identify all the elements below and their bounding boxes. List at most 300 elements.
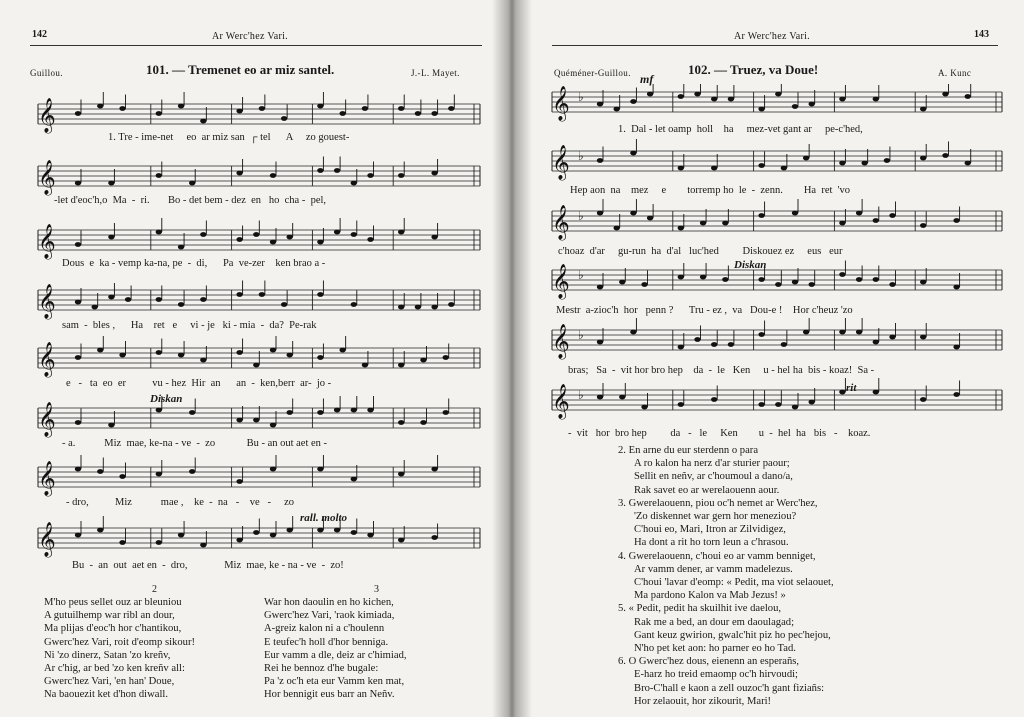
note-head	[334, 168, 340, 173]
note-head	[678, 166, 684, 171]
staff	[38, 455, 480, 497]
staff	[38, 92, 480, 134]
note-head	[953, 218, 959, 223]
lyric-line: Mestr a-zioc'h hor penn ? Tru - ez , va Dou-e ! Hor c'heuz 'zo	[556, 305, 853, 316]
note-head	[678, 345, 684, 350]
note-head	[722, 221, 728, 226]
verse-number: 5.	[618, 603, 626, 615]
note-head	[711, 397, 717, 402]
note-head	[156, 111, 162, 116]
note-head	[200, 358, 206, 363]
running-head: Ar Werc'hez Vari.	[734, 31, 810, 42]
note-head	[270, 348, 276, 353]
note-head	[317, 104, 323, 109]
verse-line	[618, 497, 834, 510]
note-head	[758, 332, 764, 337]
note-head	[792, 280, 798, 285]
note-head	[775, 92, 781, 97]
note-head	[431, 111, 437, 116]
verse-line	[618, 602, 834, 615]
note-head	[97, 348, 103, 353]
note-head	[420, 358, 426, 363]
note-head	[619, 280, 625, 285]
note-head	[758, 107, 764, 112]
note-head	[448, 302, 454, 307]
treble-clef-icon: 𝄞	[552, 264, 570, 299]
page-number: 142	[32, 29, 47, 40]
note-head	[236, 171, 242, 176]
note-head	[75, 533, 81, 538]
note-head	[259, 106, 265, 111]
note-head	[630, 211, 636, 216]
note-head	[839, 272, 845, 277]
note-head	[775, 282, 781, 287]
verse-number: 4.	[618, 550, 626, 562]
note-head	[711, 342, 717, 347]
lyric-line: -let d'eoc'h,o Ma - ri. Bo - det bem - dez en ho cha - pel,	[54, 195, 327, 206]
note-head	[711, 97, 717, 102]
running-head: Ar Werc'hez Vari.	[212, 31, 288, 42]
note-head	[236, 109, 242, 114]
note-head	[809, 282, 815, 287]
flat-icon: ♭	[578, 328, 584, 342]
note-head	[678, 226, 684, 231]
staff	[552, 318, 1002, 360]
note-head	[803, 156, 809, 161]
note-head	[398, 472, 404, 477]
verse-text: « Pedit, pedit ha skuilhit ive daelou,	[628, 603, 782, 615]
lyric-line: sam - bles , Ha ret e vi - je ki - mia - da? Pe-rak	[62, 320, 317, 331]
lyric-line: bras; Sa - vit hor bro hep da - le Ken u - hel ha bis - koaz! Sa -	[568, 365, 875, 376]
note-head	[351, 302, 357, 307]
verse-number: 3.	[618, 497, 626, 509]
treble-clef-icon: 𝄞	[38, 98, 56, 133]
note-head	[317, 168, 323, 173]
note-head	[351, 530, 357, 535]
note-head	[431, 235, 437, 240]
verse-line: C'houi 'lavar d'eomp: « Pedit, ma viot selaouet,	[634, 577, 834, 589]
note-head	[398, 420, 404, 425]
flat-icon: ♭	[578, 268, 584, 282]
page-number: 143	[974, 29, 989, 40]
verse-line: Ha dont a rit ho torn leun a c'hrasou.	[634, 537, 789, 549]
note-head	[839, 221, 845, 226]
note-head	[728, 97, 734, 102]
verse-line: Ma pardono Kalon va Mab Jezus! »	[634, 590, 786, 602]
note-head	[367, 237, 373, 242]
note-head	[75, 242, 81, 247]
verse-line: Eur vamm a dle, deiz ar c'himiad,	[264, 649, 407, 661]
note-head	[889, 213, 895, 218]
note-head	[597, 102, 603, 107]
note-head	[317, 355, 323, 360]
note-head	[398, 305, 404, 310]
music-staves-right	[544, 84, 1014, 444]
note-head	[711, 166, 717, 171]
note-head	[156, 408, 162, 413]
note-head	[281, 302, 287, 307]
note-head	[339, 348, 345, 353]
note-head	[178, 245, 184, 250]
verse-line: Ar vamm dener, ar vamm madelezus.	[634, 563, 793, 575]
note-head	[700, 275, 706, 280]
treble-clef-icon: 𝄞	[38, 402, 56, 437]
verse-line	[618, 444, 834, 457]
note-head	[351, 232, 357, 237]
note-head	[75, 420, 81, 425]
note-head	[630, 99, 636, 104]
arranger: A. Kunc	[938, 68, 972, 78]
note-head	[920, 397, 926, 402]
note-head	[700, 221, 706, 226]
note-head	[156, 350, 162, 355]
note-head	[873, 97, 879, 102]
note-head	[178, 533, 184, 538]
note-head	[758, 402, 764, 407]
note-head	[415, 111, 421, 116]
note-head	[448, 106, 454, 111]
note-head	[97, 104, 103, 109]
staff	[38, 336, 480, 378]
song-title: 101. — Tremenet eo ar miz santel.	[146, 62, 335, 77]
note-head	[856, 211, 862, 216]
note-head	[920, 223, 926, 228]
note-head	[420, 420, 426, 425]
note-head	[75, 111, 81, 116]
lyric-line: 1. Dal - let oamp holl ha mez-vet gant ar pe-c'hed,	[618, 124, 863, 135]
note-head	[597, 395, 603, 400]
lyric-line: - vit hor bro hep da - le Ken u - hel ha bis - koaz.	[568, 428, 871, 439]
lyric-line: c'hoaz d'ar gu-run ha d'al luc'hed Diskouez ez eus eur	[558, 246, 843, 257]
note-head	[597, 285, 603, 290]
treble-clef-icon: 𝄞	[552, 86, 570, 121]
verse-line: 'Zo diskennet war gern hor meneziou?	[634, 511, 797, 523]
note-head	[317, 240, 323, 245]
note-head	[119, 474, 125, 479]
flat-icon: ♭	[578, 388, 584, 402]
note-head	[236, 538, 242, 543]
note-head	[287, 235, 293, 240]
note-head	[317, 528, 323, 533]
note-head	[287, 353, 293, 358]
verse-line: Rei he bennoz d'he bugale:	[264, 663, 379, 675]
lyric-line: - a. Miz mae, ke-na - ve - zo Bu - an out aet en -	[62, 438, 328, 449]
note-head	[803, 330, 809, 335]
verse-line: E teufec'h holl d'hor benniga.	[264, 636, 389, 648]
verse-number: 2.	[618, 445, 626, 456]
note-head	[758, 213, 764, 218]
note-head	[200, 543, 206, 548]
note-head	[443, 355, 449, 360]
note-head	[792, 211, 798, 216]
verse-line: Na baouezit ket d'hon diwall.	[44, 689, 168, 701]
note-head	[873, 277, 879, 282]
note-head	[781, 166, 787, 171]
composer: Guillou.	[30, 68, 63, 78]
verses-right	[618, 444, 834, 708]
note-head	[920, 280, 926, 285]
note-head	[339, 111, 345, 116]
note-head	[362, 106, 368, 111]
lyric-line: - dro, Miz mae , ke - na - ve - zo	[66, 497, 295, 508]
verse-text: Gwerelaouenn, c'houi eo ar vamm benniget,	[628, 550, 816, 562]
treble-clef-icon: 𝄞	[38, 284, 56, 319]
treble-clef-icon: 𝄞	[38, 522, 56, 557]
note-head	[317, 292, 323, 297]
note-head	[809, 102, 815, 107]
note-head	[270, 423, 276, 428]
verse-text: Gwerelaouenn, piou oc'h nemet ar Werc'hez,	[628, 497, 818, 509]
lyric-line: Bu - an out aet en - dro, Miz mae, ke - na - ve - zo!	[72, 560, 344, 571]
verse-line: Pa 'z oc'h eta eur Vamm ken mat,	[264, 676, 405, 688]
right-page	[508, 0, 1024, 717]
note-head	[398, 173, 404, 178]
note-head	[641, 405, 647, 410]
note-head	[614, 226, 620, 231]
note-head	[965, 94, 971, 99]
note-head	[270, 533, 276, 538]
note-head	[641, 282, 647, 287]
verse-line: Gwerc'hez Vari, 'raok kimiada,	[264, 610, 395, 622]
diskan-marking: Diskan	[734, 259, 767, 271]
verse-line: War hon daoulin en ho kichen,	[264, 597, 394, 608]
verse-line: Rak savet eo ar werelaouenn aour.	[634, 484, 780, 496]
verse-line	[618, 550, 834, 563]
note-head	[75, 467, 81, 472]
staff	[552, 261, 1002, 301]
note-head	[200, 297, 206, 302]
note-head	[189, 410, 195, 415]
note-head	[775, 402, 781, 407]
note-head	[647, 92, 653, 97]
verse-line: A gutuilhemp war ribl an dour,	[44, 610, 175, 622]
note-head	[431, 305, 437, 310]
note-head	[953, 392, 959, 397]
verse-3	[264, 596, 407, 702]
note-head	[108, 235, 114, 240]
verse-line: M'ho peus sellet ouz ar bleuniou	[44, 597, 182, 608]
note-head	[156, 297, 162, 302]
note-head	[236, 292, 242, 297]
note-head	[873, 340, 879, 345]
note-head	[189, 181, 195, 186]
note-head	[809, 400, 815, 405]
note-head	[253, 530, 259, 535]
note-head	[270, 173, 276, 178]
note-head	[253, 418, 259, 423]
note-head	[75, 181, 81, 186]
dynamic-marking: mf	[640, 72, 654, 86]
composer: Quéméner-Guillou.	[554, 68, 631, 78]
header-rule	[552, 45, 998, 46]
note-head	[942, 153, 948, 158]
treble-clef-icon: 𝄞	[38, 461, 56, 496]
note-head	[647, 216, 653, 221]
note-head	[108, 181, 114, 186]
note-head	[97, 469, 103, 474]
note-head	[367, 173, 373, 178]
verse-line: Rak me a bed, an dour em daoulagad;	[634, 616, 795, 628]
staff	[552, 199, 1002, 241]
note-head	[839, 330, 845, 335]
note-head	[722, 277, 728, 282]
flat-icon: ♭	[578, 209, 584, 223]
verse-line: Bro-C'hall e kaon a zell ouzoc'h gant fiziañs:	[634, 682, 825, 694]
verse-line: Gwerc'hez Vari, 'en han' Doue,	[44, 676, 175, 688]
treble-clef-icon: 𝄞	[552, 324, 570, 359]
note-head	[362, 363, 368, 368]
note-head	[119, 106, 125, 111]
note-head	[317, 467, 323, 472]
staff	[38, 281, 480, 321]
verse-text: O Gwerc'hez dous, eienenn an esperañs,	[628, 656, 800, 668]
note-head	[431, 467, 437, 472]
note-head	[678, 275, 684, 280]
staff	[38, 218, 480, 260]
note-head	[398, 363, 404, 368]
note-head	[200, 119, 206, 124]
note-head	[351, 181, 357, 186]
note-head	[431, 171, 437, 176]
note-head	[287, 410, 293, 415]
note-head	[953, 285, 959, 290]
note-head	[614, 107, 620, 112]
treble-clef-icon: 𝄞	[552, 384, 570, 419]
verse-line: Ar c'hig, ar bed 'zo ken kreñv all:	[44, 663, 185, 675]
note-head	[889, 282, 895, 287]
verse-number: 3	[374, 584, 379, 595]
note-head	[942, 92, 948, 97]
note-head	[873, 390, 879, 395]
verse-text: En arne du eur sterdenn o para	[628, 445, 759, 456]
note-head	[856, 330, 862, 335]
arranger: J.-L. Mayet.	[411, 68, 460, 78]
flat-icon: ♭	[578, 90, 584, 104]
note-head	[367, 533, 373, 538]
note-head	[317, 410, 323, 415]
note-head	[953, 345, 959, 350]
note-head	[856, 277, 862, 282]
treble-clef-icon: 𝄞	[552, 145, 570, 180]
note-head	[236, 350, 242, 355]
staff	[552, 139, 1002, 181]
note-head	[758, 277, 764, 282]
flat-icon: ♭	[578, 149, 584, 163]
note-head	[889, 335, 895, 340]
note-head	[678, 402, 684, 407]
note-head	[92, 305, 98, 310]
treble-clef-icon: 𝄞	[38, 342, 56, 377]
note-head	[597, 340, 603, 345]
verse-line: Ma plijas d'eoc'h hor c'hantikou,	[44, 623, 182, 635]
note-head	[108, 423, 114, 428]
staff	[552, 84, 1002, 122]
note-head	[758, 163, 764, 168]
staff	[38, 516, 480, 558]
diskan-marking: Diskan	[150, 393, 183, 405]
note-head	[108, 295, 114, 300]
note-head	[694, 337, 700, 342]
note-head	[236, 479, 242, 484]
note-head	[253, 232, 259, 237]
treble-clef-icon: 𝄞	[38, 160, 56, 195]
note-head	[178, 104, 184, 109]
verse-line	[618, 655, 834, 668]
verse-line: Gant keuz gwirion, gwalc'hit piz ho pec'hejou,	[634, 629, 831, 641]
verse-2	[44, 596, 195, 702]
note-head	[619, 395, 625, 400]
note-head	[119, 353, 125, 358]
rall-marking: rall. molto	[300, 512, 348, 524]
note-head	[781, 342, 787, 347]
note-head	[839, 97, 845, 102]
verse-line: E-harz ho treid emaomp oc'h hirvoudi;	[634, 669, 799, 681]
note-head	[873, 218, 879, 223]
note-head	[431, 535, 437, 540]
note-head	[443, 410, 449, 415]
note-head	[281, 116, 287, 121]
note-head	[156, 230, 162, 235]
note-head	[839, 390, 845, 395]
song-title: 102. — Truez, va Doue!	[688, 62, 819, 77]
lyric-line: Hep aon na mez e torremp ho le - zenn. Ha ret 'vo	[570, 185, 851, 196]
verse-line: Sellit en neñv, ar c'houmoul a dano/a,	[634, 471, 793, 483]
treble-clef-icon: 𝄞	[38, 224, 56, 259]
note-head	[270, 467, 276, 472]
note-head	[792, 405, 798, 410]
lyric-line: Dous e ka - vemp ka-na, pe - di, Pa ve-zer ken brao a -	[62, 258, 326, 269]
note-head	[236, 418, 242, 423]
note-head	[792, 104, 798, 109]
note-head	[398, 230, 404, 235]
verse-number: 2	[152, 584, 157, 595]
note-head	[728, 342, 734, 347]
left-page	[0, 0, 508, 717]
note-head	[334, 528, 340, 533]
lyric-line: e - ta eo er vu - hez Hir an an - ken,berr ar- jo -	[66, 378, 332, 389]
verse-number: 6.	[618, 656, 626, 668]
note-head	[678, 94, 684, 99]
note-head	[75, 300, 81, 305]
note-head	[920, 335, 926, 340]
rit-marking: rit	[846, 382, 857, 394]
verse-line: N'ho pet ket aon: ho parner eo ho Tad.	[634, 643, 796, 655]
note-head	[630, 151, 636, 156]
verse-line: A-greiz kalon ni a c'houlenn	[264, 623, 385, 635]
verse-line: Hor zelaouit, hor zikourit, Mari!	[634, 695, 772, 707]
note-head	[270, 240, 276, 245]
note-head	[334, 408, 340, 413]
note-head	[125, 297, 131, 302]
note-head	[630, 330, 636, 335]
note-head	[597, 158, 603, 163]
note-head	[839, 161, 845, 166]
note-head	[694, 92, 700, 97]
note-head	[119, 540, 125, 545]
staff	[38, 396, 480, 438]
note-head	[597, 211, 603, 216]
note-head	[920, 107, 926, 112]
note-head	[415, 305, 421, 310]
note-head	[920, 156, 926, 161]
note-head	[189, 469, 195, 474]
note-head	[156, 540, 162, 545]
note-head	[200, 232, 206, 237]
note-head	[236, 237, 242, 242]
note-head	[334, 230, 340, 235]
note-head	[178, 302, 184, 307]
note-head	[351, 477, 357, 482]
